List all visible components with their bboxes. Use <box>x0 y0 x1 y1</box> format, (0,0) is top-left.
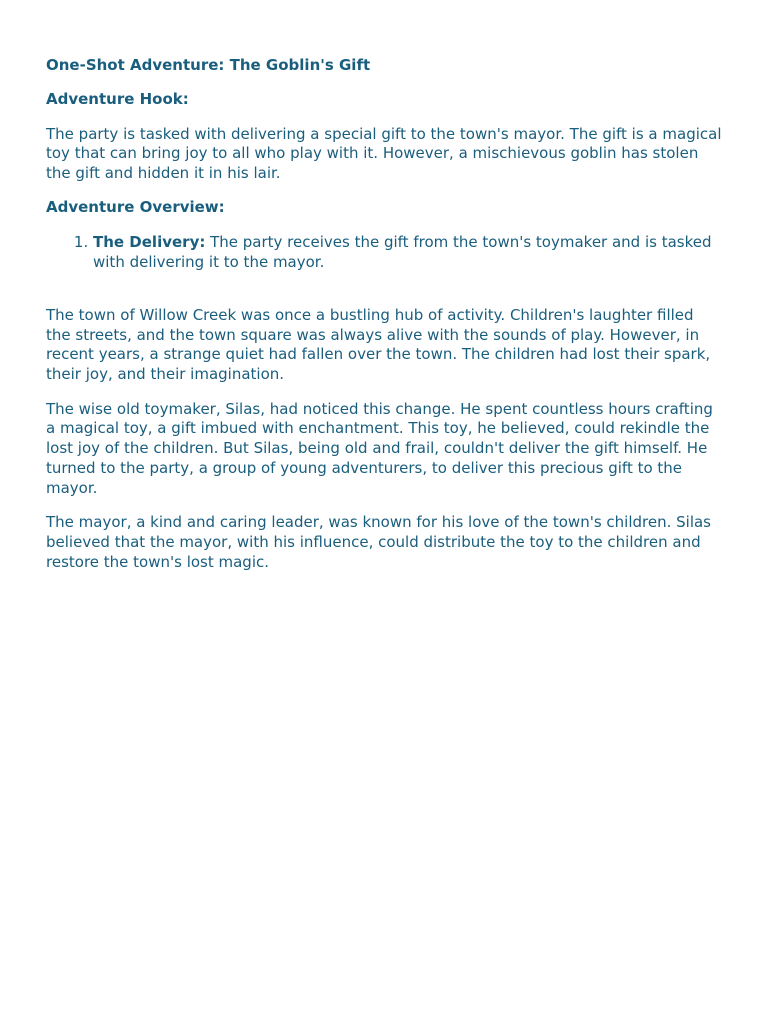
overview-item <box>93 233 722 273</box>
adventure-overview-heading: Adventure Overview: <box>46 198 225 217</box>
overview-item-label: The Delivery: <box>93 232 206 251</box>
story-paragraph: The mayor, a kind and caring leader, was known for his love of the town's children. Silas believed that the mayor, with his influence, could distribute the toy to the children and restore the town's lost magic. <box>46 513 711 571</box>
overview-list <box>46 233 722 273</box>
document-title: One-Shot Adventure: The Goblin's Gift <box>46 56 371 74</box>
section-spacer <box>46 287 722 306</box>
adventure-hook-text: The party is tasked with delivering a special gift to the town's mayor. The gift is a magical toy that can bring joy to all who play with it. However, a mischievous goblin has stolen the gift and hidden it in his lair. <box>46 124 722 183</box>
story-paragraph: The town of Willow Creek was once a bustling hub of activity. Children's laughter filled the streets, and the town square was always alive with the sounds of play. However, in recent years, a strange quiet had fallen over the town. The children had lost their spark, their joy, and their imagination. <box>46 305 711 384</box>
overview-item-text: The party receives the gift from the town's toymaker and is tasked with delivering it to the mayor. <box>93 232 712 271</box>
document <box>46 56 722 587</box>
adventure-hook-heading: Adventure Hook: <box>46 90 189 109</box>
story-paragraph: The wise old toymaker, Silas, had noticed this change. He spent countless hours crafting a magical toy, a gift imbued with enchantment. This toy, he believed, could rekindle the lost joy of the children. But Silas, being old and frail, couldn't deliver the gift himself. He turned to the party, a group of young adventurers, to deliver this precious gift to the mayor. <box>46 399 713 497</box>
